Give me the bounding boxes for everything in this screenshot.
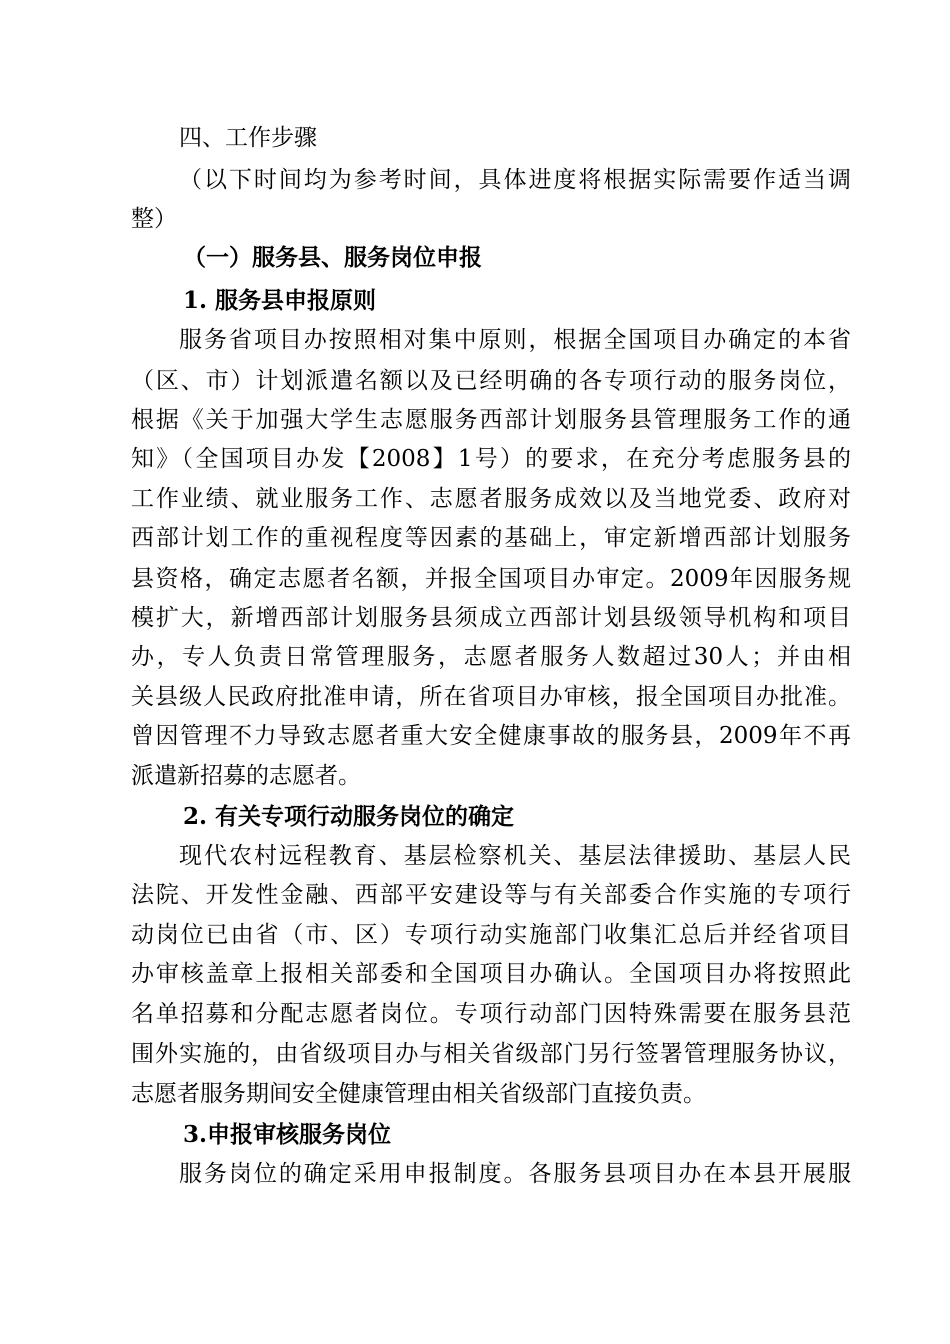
paragraph-line: 服务省项目办按照相对集中原则，根据全国项目办确定的本省: [179, 327, 851, 353]
paragraph-line: 工作业绩、就业服务工作、志愿者服务成效以及当地党委、政府对: [131, 486, 851, 512]
subsection-title: （一）服务县、服务岗位申报: [183, 244, 482, 271]
paragraph-line: 曾因管理不力导致志愿者重大安全健康事故的服务县，2009年不再: [131, 723, 851, 749]
paragraph-line: 关县级人民政府批准申请，所在省项目办审核，报全国项目办批准。: [131, 684, 851, 710]
paragraph-line: 名单招募和分配志愿者岗位。专项行动部门因特殊需要在服务县范: [131, 1001, 851, 1027]
paragraph-line: 法院、开发性金融、西部平安建设等与有关部委合作实施的专项行: [131, 882, 851, 908]
paragraph-line: 办，专人负责日常管理服务，志愿者服务人数超过30人；并由相: [131, 644, 851, 670]
item-title: 3.申报审核服务岗位: [183, 1121, 392, 1148]
paragraph-line: 西部计划工作的重视程度等因素的基础上，审定新增西部计划服务: [131, 525, 851, 551]
paragraph-line: 县资格，确定志愿者名额，并报全国项目办审定。2009年因服务规: [131, 566, 851, 592]
paragraph-line: 志愿者服务期间安全健康管理由相关省级部门直接负责。: [131, 1081, 706, 1107]
paragraph-line: 动岗位已由省（市、区）专项行动实施部门收集汇总后并经省项目: [131, 922, 851, 948]
paragraph-line: （区、市）计划派遣名额以及已经明确的各专项行动的服务岗位，: [131, 368, 851, 394]
paragraph-line: 根据《关于加强大学生志愿服务西部计划服务县管理服务工作的通: [131, 407, 851, 433]
paragraph-line: 服务岗位的确定采用申报制度。各服务县项目办在本县开展服: [179, 1161, 851, 1187]
item-title: 2. 有关专项行动服务岗位的确定: [183, 803, 515, 830]
paragraph-line: 围外实施的，由省级项目办与相关省级部门另行签署管理服务协议，: [131, 1041, 851, 1067]
note-line: （以下时间均为参考时间，具体进度将根据实际需要作适当调: [179, 167, 851, 193]
section-title: 四、工作步骤: [179, 125, 317, 151]
paragraph-line: 办审核盖章上报相关部委和全国项目办确认。全国项目办将按照此: [131, 961, 851, 987]
item-title: 1. 服务县申报原则: [183, 287, 377, 314]
paragraph-line: 知》（全国项目办发【2008】1号）的要求，在充分考虑服务县的: [131, 446, 851, 472]
note-line: 整）: [131, 206, 177, 232]
paragraph-line: 派遣新招募的志愿者。: [131, 763, 361, 789]
paragraph-line: 现代农村远程教育、基层检察机关、基层法律援助、基层人民: [179, 843, 851, 869]
paragraph-line: 模扩大，新增西部计划服务县须成立西部计划县级领导机构和项目: [131, 605, 851, 631]
